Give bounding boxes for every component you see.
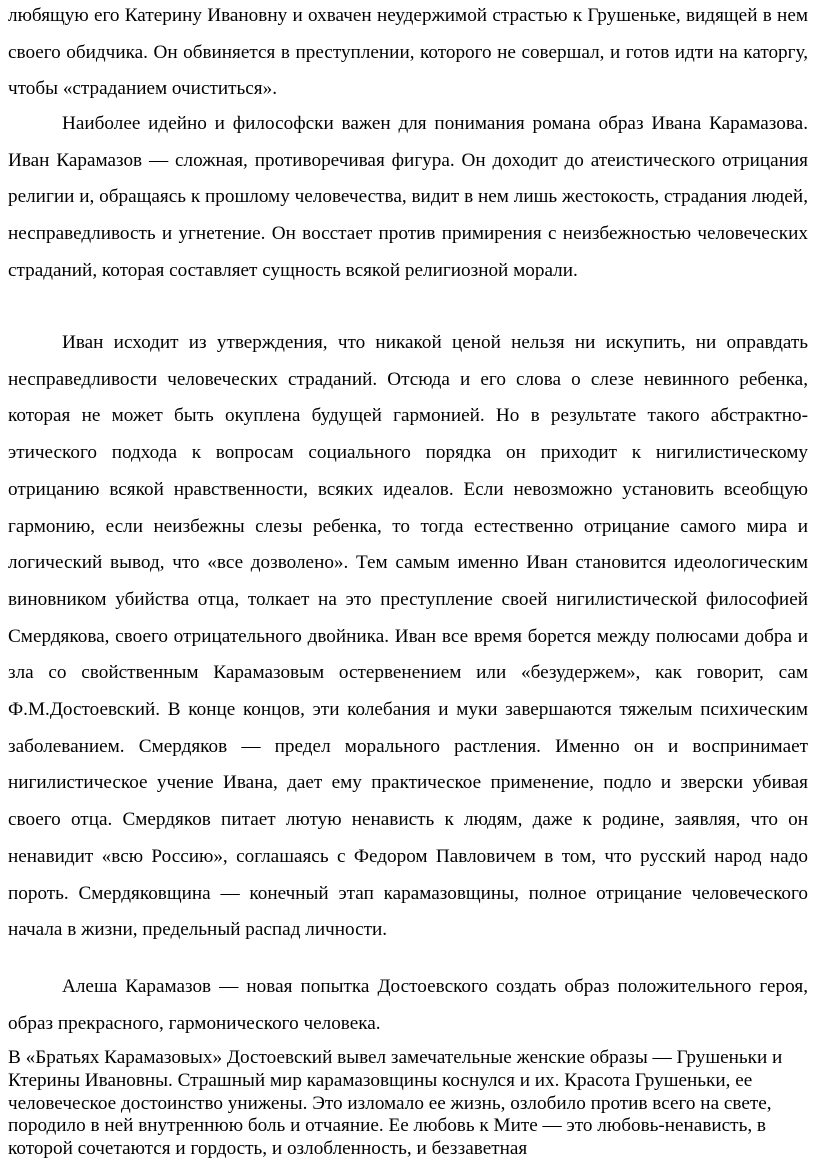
paragraph-ivan-intro: Наиболее идейно и философски важен для понимания романа образ Ивана Карамазова. Иван Карамазов — сложная, противоречивая фигура. Он доходит до атеистического отрицания религии и, обращаясь к прошлому человечества, видит в нем лишь жестокость, страдания людей, несправедливость и угнетение. Он восстает против примирения с неизбежностью человеческих страданий, которая составляет сущность всякой религиозной морали.: [8, 113, 808, 281]
paragraph-alesha: Алеша Карамазов — новая попытка Достоевского создать образ положительного героя, образ прекрасного, гармонического человека.: [8, 976, 808, 1034]
paragraph-ivan-philosophy: Иван исходит из утверждения, что никакой ценой нельзя ни искупить, ни оправдать несправедливости человеческих страданий. Отсюда и его слова о слезе невинного ребенка, которая не может быть окуплена будущей гармонией. Но в результате такого абстрактно-этического подхода к вопросам социального порядка он приходит к нигилистическому отрицанию всякой нравственности, всяких идеалов. Если невозможно установить всеобщую гармонию, если неизбежны слезы ребенка, то тогда естественно отрицание самого мира и логический вывод, что «все дозволено». Тем самым именно Иван становится идеологическим виновником убийства отца, толкает на это преступление своей нигилистической философией Смердякова, своего отрицательного двойника. Иван все время борется между полюсами добра и зла со свойственным Карамазовым остервенением или «безудержем», как говорит, сам Ф.М.Достоевский. В конце концов, эти колебания и муки завершаются тяжелым психическим заболеванием. Смердяков — предел морального растления. Именно он и воспринимает нигилистическое учение Ивана, дает ему практическое применение, подло и зверски убивая своего отца. Смердяков питает лютую ненависть к людям, даже к родине, заявляя, что он ненавидит «всю Россию», соглашаясь с Федором Павловичем в том, что русский народ надо пороть. Смердяковщина — конечный этап карамазовщины, полное отрицание человеческого начала в жизни, предельный распад личности.: [8, 332, 808, 941]
paragraph-dmitry-ending: любящую его Катерину Ивановну и охвачен неудержимой страстью к Грушеньке, видящей в нем своего обидчика. Он обвиняется в преступлении, которого не совершал, и готов идти на каторгу, чтобы «страданием очиститься».: [8, 5, 808, 100]
paragraph-female-characters: В «Братьях Карамазовых» Достоевский вывел замечательные женские образы — Грушеньки и Ктерины Ивановны. Страшный мир карамазовщины коснулся и их. Красота Грушеньки, ее человеческое достоинство унижены. Это изломало ее жизнь, озлобило против всего на свете, породило в ней внутреннюю боль и отчаяние. Ее любовь к Мите — это любовь-ненависть, в которой сочетаются и гордость, и озлобленность, и беззаветная: [8, 1047, 783, 1160]
